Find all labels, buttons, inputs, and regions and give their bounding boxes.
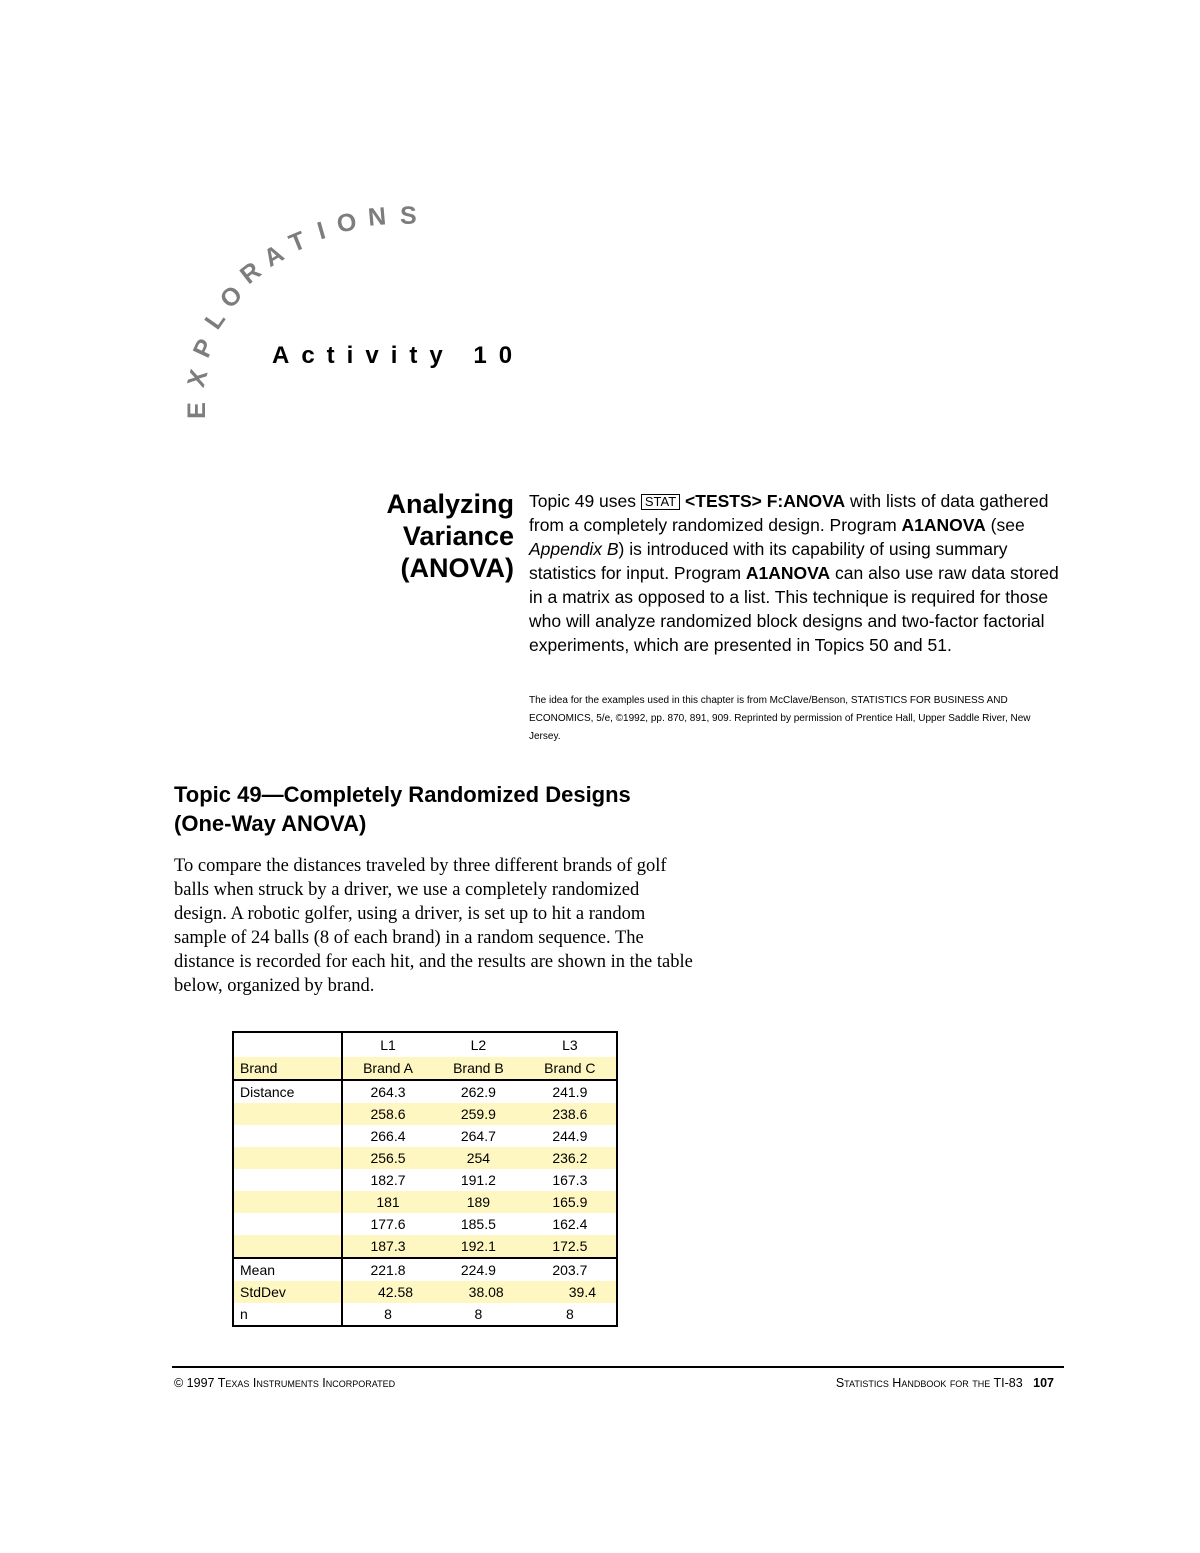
table-row (233, 1147, 617, 1169)
table-cell: 181 (342, 1191, 433, 1213)
table-cell: 162.4 (552, 1216, 588, 1232)
table-cell: 187.3 (342, 1235, 433, 1258)
arc-letter: X (182, 366, 214, 391)
arc-letter: S (400, 202, 417, 230)
table-row (233, 1125, 617, 1147)
list-header-row (233, 1032, 617, 1057)
arc-letter: O (214, 280, 249, 314)
intro-text: Topic 49 uses (529, 491, 641, 511)
table-cell: 264.7 (460, 1128, 496, 1144)
table-cell: 203.7 (552, 1262, 588, 1278)
intro-text: with lists of data gathered from a completely randomized design. Program (529, 491, 1049, 535)
stat-key: STAT (641, 494, 680, 510)
table-cell: 8 (474, 1306, 483, 1322)
table-cell: 191.2 (460, 1172, 496, 1188)
table-cell: 167.3 (552, 1172, 588, 1188)
table-cell: 264.3 (370, 1084, 406, 1100)
table-row (233, 1191, 617, 1213)
table-cell: 262.9 (460, 1084, 496, 1100)
table-cell: 266.4 (370, 1128, 406, 1144)
table-cell: 236.2 (524, 1147, 617, 1169)
table-cell: 189 (433, 1191, 524, 1213)
topic-heading-line: (One-Way ANOVA) (174, 811, 367, 836)
credit-note: The idea for the examples used in this chapter is from McClave/Benson, STATISTICS FOR BUSINESS AND ECONOMICS, 5/e, ©1992, pp. 870, 891, 909. Reprinted by permission of Prentice Hall, Upper Saddle River, New Jersey. (529, 695, 1031, 742)
summary-label: Mean (233, 1258, 342, 1281)
arc-letter: O (334, 207, 359, 239)
table-cell: 185.5 (460, 1216, 496, 1232)
table-cell: 254 (433, 1147, 524, 1169)
table-cell: 38.08 (433, 1281, 524, 1303)
arc-letter: A (258, 239, 289, 273)
table-cell (233, 1235, 342, 1258)
topic-heading-line: Topic 49—Completely Randomized Designs (174, 782, 631, 807)
table-cell (233, 1032, 342, 1057)
arc-letter: T (285, 226, 310, 258)
column-header: Brand C (524, 1057, 617, 1080)
arc-letter: R (234, 256, 267, 290)
list-header: L3 (562, 1037, 578, 1053)
table-cell (233, 1103, 342, 1125)
table-cell: 182.7 (370, 1172, 406, 1188)
column-header: Brand A (342, 1057, 433, 1080)
summary-row-mean (233, 1258, 617, 1281)
arc-letter: I (314, 216, 329, 246)
table-cell: 165.9 (524, 1191, 617, 1213)
intro-text: can also use raw data stored in a matrix as opposed to a list. This technique is required for those who will analyze randomized block designs and two-factor factorial experiments, which are presented in Topics 50 and 51. (529, 563, 1059, 655)
topic-heading (174, 780, 774, 838)
page-number: 107 (1033, 1376, 1054, 1390)
summary-label: StdDev (233, 1281, 342, 1303)
table-cell (233, 1213, 342, 1235)
column-header: Brand B (433, 1057, 524, 1080)
body-paragraph: To compare the distances traveled by three different brands of golf balls when struck by a driver, we use a completely randomized design. A robotic golfer, using a driver, is set up to hit a random sample of 24 balls (8 of each brand) in a random sequence. The distance is recorded for each hit, and the results are shown in the table below, organized by brand. (174, 856, 693, 996)
table-cell: Distance (233, 1080, 342, 1103)
table-row (233, 1169, 617, 1191)
intro-paragraph (529, 489, 1069, 657)
intro-text: ) is introduced with its capability of using summary statistics for input. Program (529, 539, 1008, 583)
table-cell: 42.58 (342, 1281, 433, 1303)
intro-text: (see (985, 515, 1025, 535)
table-cell (233, 1147, 342, 1169)
table-cell: 192.1 (433, 1235, 524, 1258)
appendix-ref: Appendix B (529, 539, 619, 559)
table-cell (233, 1125, 342, 1147)
table-cell: 39.4 (524, 1281, 617, 1303)
table-cell: 244.9 (552, 1128, 588, 1144)
side-title-line: Analyzing (386, 489, 514, 519)
table-cell: 259.9 (433, 1103, 524, 1125)
activity-title: Activity 10 (272, 342, 525, 369)
table-row (233, 1103, 617, 1125)
list-header: L2 (470, 1037, 487, 1053)
table-cell (233, 1191, 342, 1213)
table-cell: 258.6 (342, 1103, 433, 1125)
table-cell: 8 (565, 1306, 574, 1322)
summary-row-stddev (233, 1281, 617, 1303)
table-cell: 241.9 (552, 1084, 588, 1100)
arc-letter: L (199, 305, 232, 335)
book-title: Statistics Handbook for the TI-83 (835, 1376, 1023, 1390)
table-row (233, 1213, 617, 1235)
summary-label: n (233, 1303, 342, 1326)
side-title-line: Variance (402, 521, 514, 551)
table-cell: 8 (384, 1306, 392, 1322)
table-row (233, 1235, 617, 1258)
table-cell: 224.9 (460, 1262, 496, 1278)
table-cell: 172.5 (524, 1235, 617, 1258)
tests-anova-menu: <TESTS> F:ANOVA (680, 491, 846, 511)
table-cell: 256.5 (342, 1147, 433, 1169)
arc-letter: P (187, 334, 221, 362)
table-cell (233, 1169, 342, 1191)
footer-book-title (836, 1376, 1054, 1390)
table-cell: Brand (233, 1057, 342, 1080)
program-name: A1ANOVA (745, 563, 831, 583)
footer-divider (172, 1366, 1064, 1368)
column-header-row (233, 1057, 617, 1080)
arc-letter: N (366, 202, 388, 232)
distance-table (232, 1031, 618, 1327)
side-title-line: (ANOVA) (400, 553, 514, 583)
table-row (233, 1080, 617, 1103)
table-cell: 238.6 (524, 1103, 617, 1125)
footer-copyright: © 1997 Texas Instruments Incorporated (174, 1376, 396, 1390)
program-name: A1ANOVA (901, 515, 986, 535)
table-cell: 177.6 (370, 1216, 406, 1232)
arc-letter: E (182, 402, 211, 419)
side-title (386, 488, 514, 584)
list-header: L1 (380, 1037, 396, 1053)
summary-row-n (233, 1303, 617, 1326)
table-cell: 221.8 (370, 1262, 406, 1278)
